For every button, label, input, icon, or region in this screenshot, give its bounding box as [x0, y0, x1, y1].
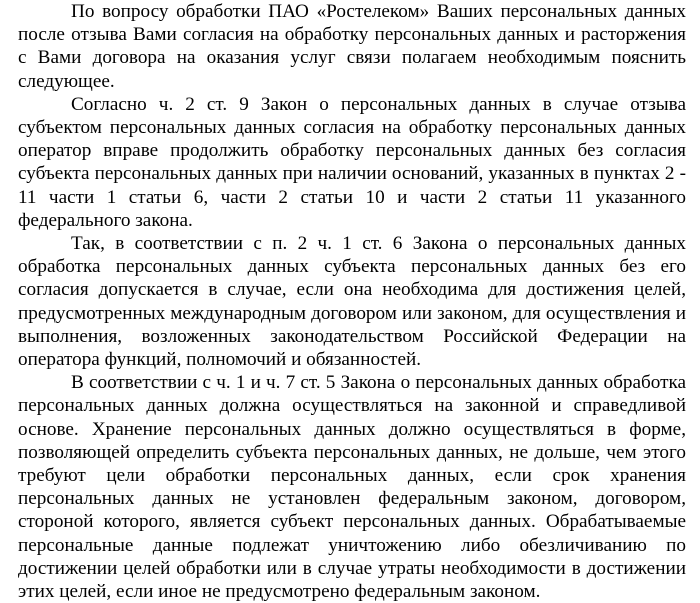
paragraph-article-6-part-1: Так, в соответствии с п. 2 ч. 1 ст. 6 Закона о персональных данных обработка персональных данных субъекта персональных данных без его согласия допускается в случае, если она необходима для достижения целей, предусмотренных международным договором или законом, для осуществления и выполнения, возложенных законодательством Российской Федерации на оператора функций, полномочий и обязанностей.: [18, 233, 686, 371]
paragraph-processing-after-withdrawal: По вопросу обработки ПАО «Ростелеком» Ваших персональных данных после отзыва Вами согласия на обработку персональных данных и расторжения с Вами договора на оказания услуг связи полагаем необходимым пояснить следующее.: [18, 1, 686, 92]
paragraph-article-5-parts-1-7: В соответствии с ч. 1 и ч. 7 ст. 5 Закона о персональных данных обработка персональных данных должна осуществляться на законной и справедливой основе. Хранение персональных данных должно осуществляться в форме, позволяющей определить субъекта персональных данных, не дольше, чем этого требуют цели обработки персональных данных, если срок хранения персональных данных не установлен федеральным законом, договором, стороной которого, является субъект персональных данных. Обрабатываемые персональные данные подлежат уничтожению либо обезличиванию по достижении целей обработки или в случае утраты необходимости в достижении этих целей, если иное не предусмотрено федеральным законом.: [18, 372, 686, 603]
paragraph-article-9-part-2: Согласно ч. 2 ст. 9 Закон о персональных данных в случае отзыва субъектом персональных данных согласия на обработку персональных данных оператор вправе продолжить обработку персональных данных без согласия субъекта персональных данных при наличии оснований, указанных в пунктах 2 - 11 части 1 статьи 6, части 2 статьи 10 и части 2 статьи 11 указанного федерального закона.: [18, 93, 686, 231]
